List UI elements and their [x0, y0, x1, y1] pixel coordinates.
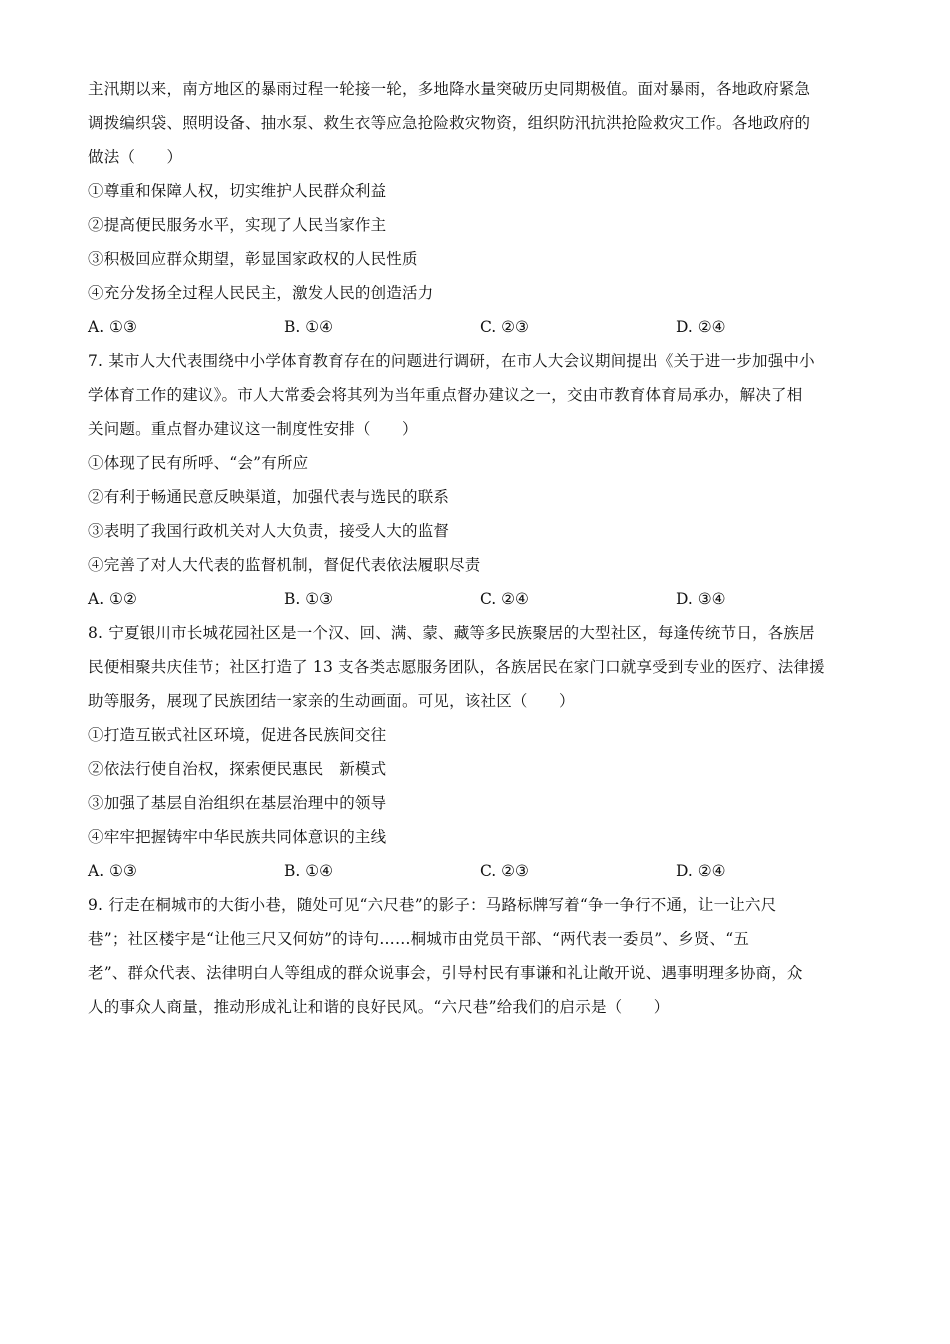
- option-statement: ④充分发扬全过程人民民主，激发人民的创造活力: [88, 284, 434, 302]
- question-block: [88, 888, 863, 1024]
- answer-choice-d: D. ③④: [676, 590, 726, 608]
- option-statement: ③积极回应群众期望，彰显国家政权的人民性质: [88, 250, 418, 268]
- question-stem-line: 民便相聚共庆佳节；社区打造了 13 支各类志愿服务团队，各族居民在家门口就享受到专业的医疗、法律援: [88, 658, 825, 676]
- question-stem-line: 7. 某市人大代表围绕中小学体育教育存在的问题进行调研，在市人大会议期间提出《关于进一步加强中小: [88, 352, 815, 370]
- answer-choice-c: C. ②④: [480, 590, 529, 608]
- question-stem-line: 8. 宁夏银川市长城花园社区是一个汉、回、满、蒙、藏等多民族聚居的大型社区，每逢传统节日，各族居: [88, 624, 815, 642]
- answer-choices: [88, 854, 863, 888]
- option-statement: ①尊重和保障人权，切实维护人民群众利益: [88, 182, 387, 200]
- question-stem-line: 做法（ ）: [88, 148, 183, 166]
- question-stem-line: 助等服务，展现了民族团结一家亲的生动画面。可见，该社区（ ）: [88, 692, 575, 710]
- question-block: [88, 344, 863, 616]
- option-statement: ②提高便民服务水平，实现了人民当家作主: [88, 216, 387, 234]
- exam-page: [88, 72, 863, 1024]
- option-statement: ④完善了对人大代表的监督机制，督促代表依法履职尽责: [88, 556, 481, 574]
- answer-choice-b: B. ①④: [284, 318, 334, 336]
- answer-choice-b: B. ①④: [284, 862, 334, 880]
- question-stem-line: 人的事众人商量，推动形成礼让和谐的良好民风。“六尺巷”给我们的启示是（ ）: [88, 998, 670, 1016]
- option-statement: ③加强了基层自治组织在基层治理中的领导: [88, 794, 387, 812]
- answer-choice-c: C. ②③: [480, 862, 529, 880]
- answer-choice-a: A. ①③: [88, 318, 137, 336]
- question-block: [88, 72, 863, 344]
- question-stem-line: 巷”；社区楼宇是“让他三尺又何妨”的诗句……桐城市由党员干部、“两代表一委员”、乡贤、“五: [88, 930, 750, 948]
- question-block: [88, 616, 863, 888]
- question-stem-line: 关问题。重点督办建议这一制度性安排（ ）: [88, 420, 418, 438]
- answer-choices: [88, 310, 863, 344]
- option-statement: ①打造互嵌式社区环境，促进各民族间交往: [88, 726, 387, 744]
- answer-choice-c: C. ②③: [480, 318, 529, 336]
- answer-choices: [88, 582, 863, 616]
- option-statement: ②有利于畅通民意反映渠道，加强代表与选民的联系: [88, 488, 450, 506]
- answer-choice-a: A. ①②: [88, 590, 137, 608]
- answer-choice-a: A. ①③: [88, 862, 137, 880]
- question-stem-line: 主汛期以来，南方地区的暴雨过程一轮接一轮，多地降水量突破历史同期极值。面对暴雨，各地政府紧急: [88, 80, 811, 98]
- answer-choice-b: B. ①③: [284, 590, 334, 608]
- option-statement: ③表明了我国行政机关对人大负责，接受人大的监督: [88, 522, 450, 540]
- option-statement: ①体现了民有所呼、“会”有所应: [88, 454, 309, 472]
- question-stem-line: 学体育工作的建议》。市人大常委会将其列为当年重点督办建议之一，交由市教育体育局承办，解决了相: [88, 386, 803, 404]
- option-statement: ④牢牢把握铸牢中华民族共同体意识的主线: [88, 828, 387, 846]
- question-stem-line: 调拨编织袋、照明设备、抽水泵、救生衣等应急抢险救灾物资，组织防汛抗洪抢险救灾工作。各地政府的: [88, 114, 811, 132]
- answer-choice-d: D. ②④: [676, 862, 726, 880]
- option-statement: ②依法行使自治权，探索便民惠民 新模式: [88, 760, 387, 778]
- answer-choice-d: D. ②④: [676, 318, 726, 336]
- question-stem-line: 9. 行走在桐城市的大街小巷，随处可见“六尺巷”的影子：马路标牌写着“争一争行不通，让一让六尺: [88, 896, 777, 914]
- question-stem-line: 老”、群众代表、法律明白人等组成的群众说事会，引导村民有事谦和礼让敞开说、遇事明理多协商，众: [88, 964, 803, 982]
